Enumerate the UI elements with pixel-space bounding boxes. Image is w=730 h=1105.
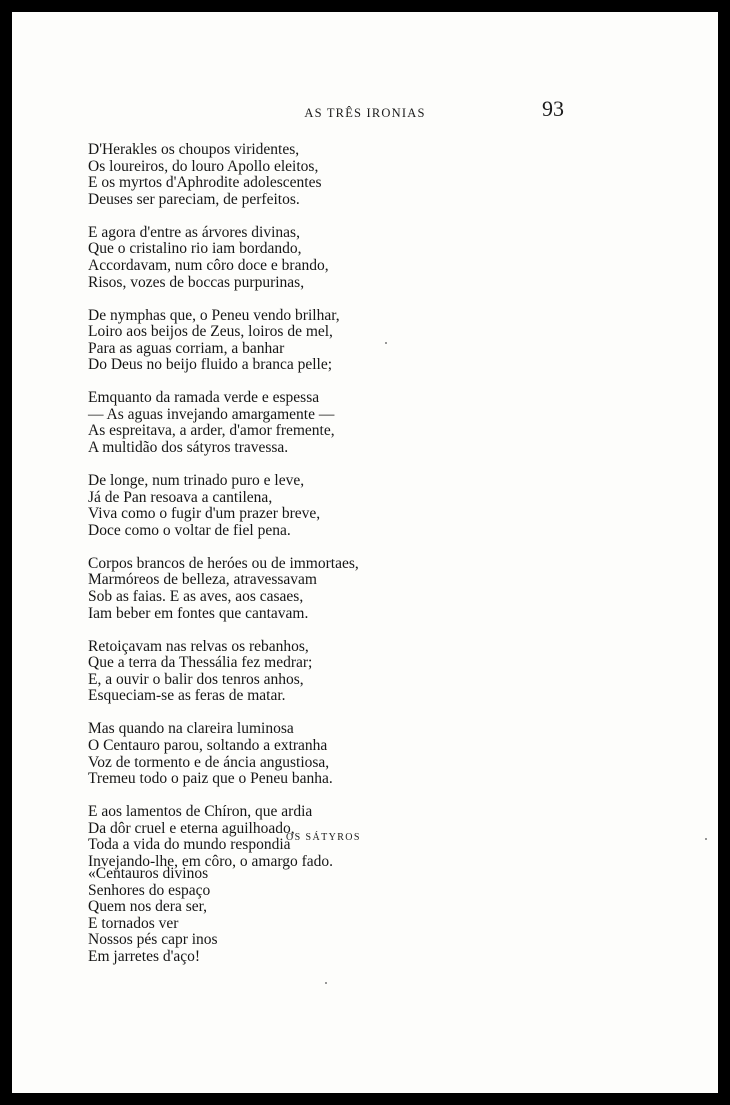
poem-body: [88, 142, 648, 887]
stanza: [88, 308, 648, 374]
verse-line: — As aguas invejando amargamente —: [88, 405, 335, 423]
verse-line: Risos, vozes de boccas purpurinas,: [88, 273, 305, 291]
verse-line: Os loureiros, do louro Apollo eleitos,: [88, 157, 319, 175]
verse-line: Deuses ser pareciam, de perfeitos.: [88, 190, 300, 208]
verse-line: Loiro aos beijos de Zeus, loiros de mel,: [88, 323, 333, 341]
verse-line: «Centauros divinos: [88, 865, 209, 882]
verse-line: Marmóreos de belleza, atravessavam: [88, 571, 317, 589]
verse-line: Corpos brancos de heróes ou de immortaes,: [88, 554, 359, 572]
print-speck: [705, 838, 707, 840]
satyros-verse: [88, 866, 488, 966]
verse-line: De longe, num trinado puro e leve,: [88, 472, 305, 490]
verse-line: A multidão dos sátyros travessa.: [88, 439, 289, 457]
verse-line: E, a ouvir o balir dos tenros anhos,: [88, 670, 304, 688]
verse-line: Accordavam, num côro doce e brando,: [88, 256, 329, 274]
verse-line: Iam beber em fontes que cantavam.: [88, 604, 309, 622]
verse-line: Emquanto da ramada verde e espessa: [88, 389, 320, 407]
stanza: [88, 473, 648, 539]
stanza: [88, 639, 648, 705]
page-number: 93: [542, 96, 564, 121]
stanza: [88, 142, 648, 208]
verse-line: Que a terra da Thessália fez medrar;: [88, 654, 313, 672]
verse-line: D'Herakles os choupos viridentes,: [88, 141, 300, 158]
book-page: [12, 12, 718, 1093]
verse-line: Tremeu todo o paiz que o Peneu banha.: [88, 770, 333, 788]
verse-line: Toda a vida do mundo respondia: [88, 836, 291, 854]
stanza: [88, 556, 648, 622]
stanza: [88, 721, 648, 787]
verse-line: Já de Pan resoava a cantilena,: [88, 488, 273, 506]
verse-line: Que o cristalino rio iam bordando,: [88, 240, 302, 258]
verse-line: Esqueciam-se as feras de matar.: [88, 687, 286, 705]
verse-line: Em jarretes d'aço!: [88, 947, 201, 965]
verse-line: Do Deus no beijo fluido a branca pelle;: [88, 356, 333, 374]
print-speck: [385, 342, 387, 344]
stanza: [88, 804, 648, 870]
verse-line: As espreitava, a arder, d'amor fremente,: [88, 422, 335, 440]
verse-line: O Centauro parou, soltando a extranha: [88, 736, 328, 754]
verse-line: Quem nos dera ser,: [88, 898, 208, 916]
verse-line: Voz de tormento e de áncia angustiosa,: [88, 753, 330, 771]
running-title: AS TRÊS IRONIAS: [304, 106, 426, 120]
stanza: [88, 225, 648, 291]
verse-line: Para as aguas corriam, a banhar: [88, 339, 285, 357]
verse-line: Nossos pés capr inos: [88, 931, 218, 949]
verse-line: Invejando-lhe, em côro, o amargo fado.: [88, 852, 334, 870]
verse-line: Sob as faias. E as aves, aos casaes,: [88, 588, 304, 606]
verse-line: Viva como o fugir d'um prazer breve,: [88, 505, 321, 523]
print-speck: [325, 982, 327, 984]
verse-line: Da dôr cruel e eterna aguilhoado,: [88, 819, 295, 837]
verse-line: Senhores do espaço: [88, 881, 211, 899]
verse-line: E os myrtos d'Aphrodite adolescentes: [88, 174, 322, 192]
verse-line: De nymphas que, o Peneu vendo brilhar,: [88, 306, 340, 324]
verse-line: E tornados ver: [88, 914, 179, 932]
verse-line: Retoiçavam nas relvas os rebanhos,: [88, 637, 309, 655]
verse-line: E aos lamentos de Chíron, que ardia: [88, 803, 313, 821]
section-title: OS SÁTYROS: [286, 832, 361, 843]
verse-line: E agora d'entre as árvores divinas,: [88, 223, 300, 241]
verse-line: Doce como o voltar de fiel pena.: [88, 521, 291, 539]
stanza: [88, 390, 648, 456]
verse-line: Mas quando na clareira luminosa: [88, 720, 294, 738]
